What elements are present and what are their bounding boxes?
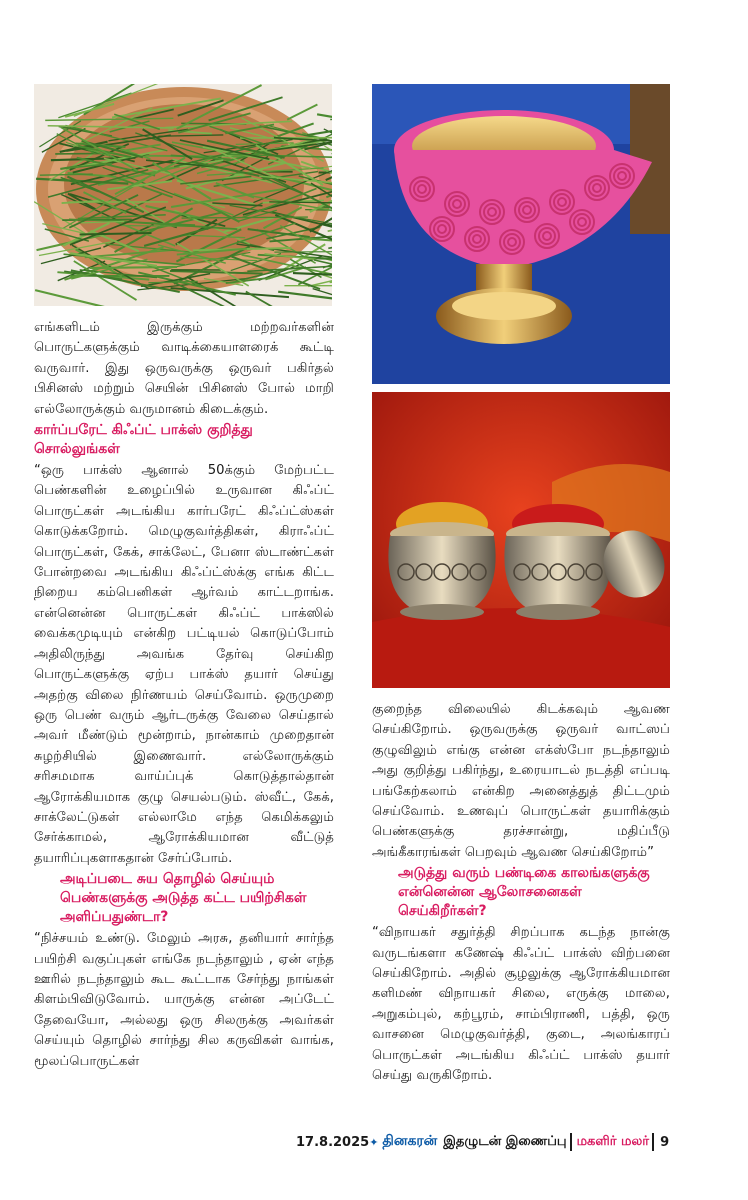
supplement-label: இதழுடன் இணைப்பு <box>443 1134 567 1149</box>
body-paragraph: எங்களிடம் இருக்கும் மற்றவர்களின் பொருட்களுக்கும் வாடிக்கையாளரைக் கூட்டி வருவார். இது ஒருவருக்கு ஒருவர் பகிர்தல் பிசினஸ் மற்றும் செயின் பிசினஸ் போல் மாறி எல்லோருக்கும் வருமானம் கிடைக்கும். <box>34 320 334 417</box>
footer-divider <box>570 1133 572 1151</box>
body-paragraph: “ஒரு பாக்ஸ் ஆனால் 50க்கும் மேற்பட்ட பெண்களின் உழைப்பில் உருவான கிஃப்ட் பொருட்கள் அடங்கிய கார்பரேட் கிஃப்ட்ஸ்கள் கொடுக்கறோம். மெழுகுவர்த்திகள், கிராஃப்ட் பொருட்கள், கேக், சாக்லேட், பேனா ஸ்டாண்ட்கள் போன்றவை அடங்கிய கிஃப்ட்ஸ்க்கு எங்க கிட்ட நிறைய கம்பெனிகள் ஆர்வம் காட்டறாங்க. என்னென்ன பொருட்கள் கிஃப்ட் பாக்ஸில் வைக்கமுடியும் என்கிற பட்டியல் கொடுப்போம் அதிலிருந்து அவங்க தேர்வு செய்கிற பொருட்களுக்கு ஏற்ப பாக்ஸ் தயார் செய்து அதற்கு விலை நிர்ணயம் செய்வோம். ஒருமுறை ஒரு பெண் வரும் ஆர்டருக்கு வேலை செய்தால் அவர் மீண்டும் மூன்றாம், நான்காம் முறைதான் சுழற்சியில் இணைவார். எல்லோருக்கும் சரிசமமாக வாய்ப்புக் கொடுத்தால்தான் ஆரோக்கியமாக குழு செயல்படும். ஸ்வீட், கேக், சாக்லேட்டுகள் எல்லாமே எந்த கெமிக்கலும் சேர்க்காமல், ஆரோக்கியமான வீட்டுத் தயாரிப்புகளாகதான் சேர்ப்போம். <box>34 463 334 866</box>
left-article-column <box>34 318 334 1072</box>
page-number: 9 <box>660 1134 670 1150</box>
bowl-image <box>372 392 670 688</box>
grass-blade <box>274 252 332 253</box>
bowl-illustration <box>372 392 670 688</box>
lamp-image <box>372 84 670 384</box>
subheading: அடுத்து வரும் பண்டிகை காலங்களுக்கு என்னென்ன ஆலோசனைகள் செய்கிறீர்கள்? <box>398 865 650 920</box>
subheading: அடிப்படை சுய தொழில் செய்யும் பெண்களுக்கு அடுத்த கட்ட பயிற்சிகள் அளிப்பதுண்டா? <box>60 871 307 926</box>
grass-blade <box>90 267 177 268</box>
right-article-column <box>372 700 670 1087</box>
grass-image <box>34 84 332 306</box>
logo-star-icon: ✦ <box>369 1135 379 1149</box>
grass-illustration <box>34 84 332 306</box>
body-paragraph: “நிச்சயம் உண்டு. மேலும் அரசு, தனியார் சார்ந்த பயிற்சி வகுப்புகள் எங்கே நடந்தாலும் , ஏன் எந்த ஊரில் நடந்தாலும் கூட கூட்டாக சேர்ந்து நாங்கள் கிளம்பிவிடுவோம். யாருக்கு என்ன அப்டேட் தேவையோ, அல்லது ஒரு சிலருக்கு அவர்கள் செய்யும் தொழில் சார்ந்து சில கருவிகள் வாங்க, மூலப்பொருட்கள் <box>34 931 334 1069</box>
footer-divider <box>652 1133 654 1151</box>
page-footer <box>296 1130 669 1154</box>
body-paragraph: குறைந்த விலையில் கிடக்கவும் ஆவண செய்கிறோம். ஒருவருக்கு ஒருவர் வாட்ஸப் குழுவிலும் எங்கு என்ன எக்ஸ்போ நடந்தாலும் அது குறித்து பகிர்ந்து, உரையாடல் நடத்தி எப்படி பங்கேற்கலாம் என்கிற அனைத்துத் திட்டமும் செய்வோம். உணவுப் பொருட்கள் தயாரிக்கும் பெண்களுக்கு தரச்சான்று, மதிப்பீடு அங்கீகாரங்கள் பெறவும் ஆவண செய்கிறோம்” <box>372 702 670 860</box>
subheading: கார்ப்பரேட் கிஃப்ட் பாக்ஸ் குறித்து சொல்லுங்கள் <box>34 422 253 458</box>
newspaper-logo: தினகரன் <box>382 1133 438 1149</box>
lamp-illustration <box>372 84 670 384</box>
body-paragraph: “விநாயகர் சதுர்த்தி சிறப்பாக கடந்த நான்கு வருடங்களா கணேஷ் கிஃப்ட் பாக்ஸ் விற்பனை செய்கிறோம். அதில் சூழலுக்கு ஆரோக்கியமான களிமண் விநாயகர் சிலை, எருக்கு மாலை, அறுகம்புல், கற்பூரம், சாம்பிராணி, பத்தி, ஒரு வாசனை மெழுகுவர்த்தி, குடை, அலங்காரப் பொருட்கள் அடங்கிய கிஃப்ட் பாக்ஸ் தயார் செய்து வருகிறோம். <box>372 925 670 1084</box>
issue-date: 17.8.2025 <box>296 1134 370 1150</box>
section-name: மகளிர் மலர் <box>576 1134 650 1149</box>
